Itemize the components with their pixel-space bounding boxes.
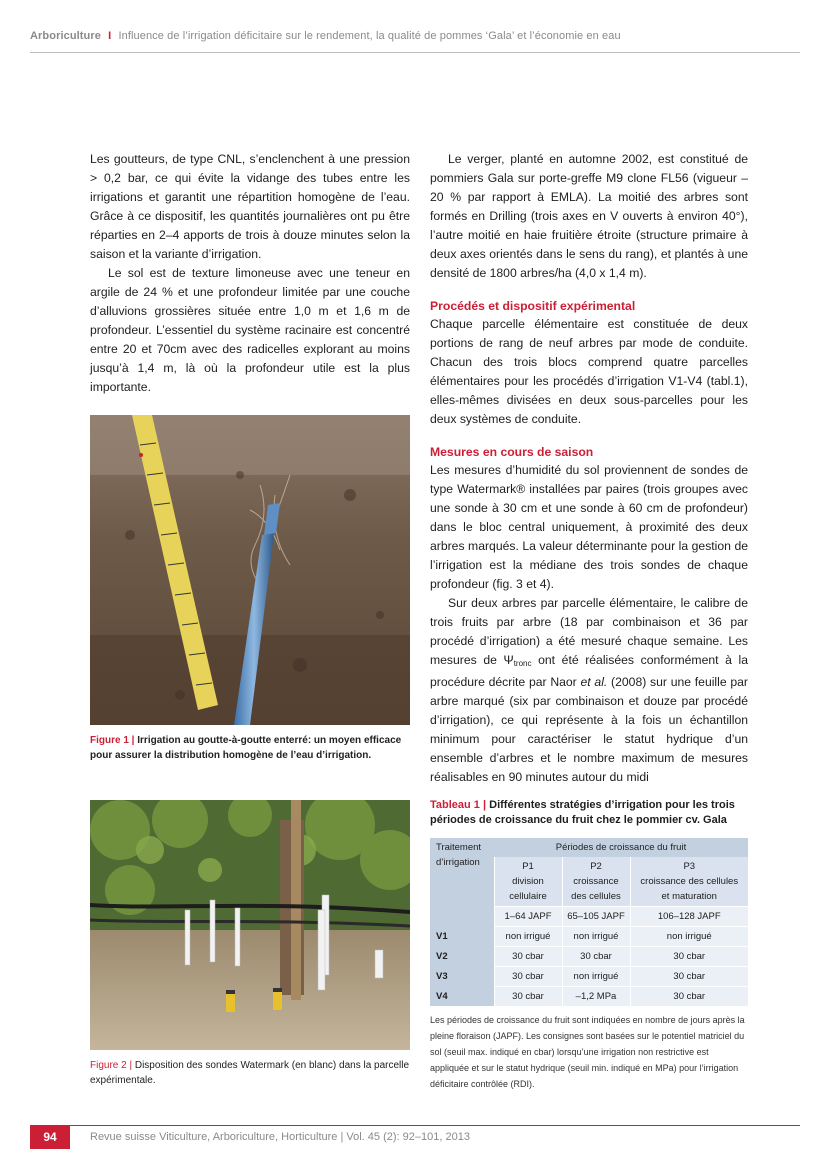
table-cell: 30 cbar — [630, 947, 748, 967]
figure-1-text: Irrigation au goutte-à-goutte enterré: un moyen efficace pour assurer la distribution homogène de l’eau d’irrigation. — [90, 735, 402, 761]
running-header — [30, 30, 800, 42]
table-cell: 30 cbar — [630, 987, 748, 1007]
table-row — [430, 947, 748, 967]
table-cell: 30 cbar — [562, 947, 630, 967]
treatment-header: Traitement d’irrigation — [430, 838, 494, 927]
period-p2-range: 65–105 JAPF — [562, 907, 630, 927]
footer-rule — [30, 1125, 800, 1126]
period-p1-header: P1 division cellulaire — [494, 857, 562, 907]
table-1-title: Tableau 1 | Différentes stratégies d’irrigation pour les trois périodes de croissance du fruit chez le pommier cv. Gala — [430, 799, 735, 826]
paragraph-drippers: Les goutteurs, de type CNL, s’enclenchent à une pression > 0,2 bar, ce qui évite la vidange des tubes entre les irrigations et garantit une répartition homogène de l’eau. Grâce à ce dispositif, les quantités journalières ont pu être réparties en 2–4 apports de trois à douze minutes selon la saison et la variante d’irrigation. — [90, 152, 410, 261]
figure-2-label: Figure 2 — [90, 1060, 127, 1071]
left-text-column — [90, 150, 410, 397]
section-name: Arboriculture — [30, 30, 101, 42]
table-cell: non irrigué — [630, 927, 748, 947]
figure-2-photo — [90, 800, 410, 1050]
table-cell: –1,2 MPa — [562, 987, 630, 1007]
table-row — [430, 967, 748, 987]
period-p2-header: P2 croissance des cellules — [562, 857, 630, 907]
irrigation-strategy-table — [430, 838, 748, 1006]
table-cell: non irrigué — [562, 967, 630, 987]
table-cell: non irrigué — [562, 927, 630, 947]
table-cell: 30 cbar — [494, 987, 562, 1007]
paragraph-procedures: Chaque parcelle élémentaire est constituée de deux portions de rang de neuf arbres par mode de conduite. Chacun des trois blocs comprend quatre parcelles élémentaires pour les procédés d’irrigation V1-V4 (tabl.1), elles-mêmes divisées en deux sous-parcelles pour les deux systèmes de conduite. — [430, 317, 748, 426]
figure-1-caption: Figure 1 | Irrigation au goutte-à-goutte enterré: un moyen efficace pour assurer la distribution homogène de l’eau d’irrigation. — [90, 735, 402, 761]
table-cell: 30 cbar — [630, 967, 748, 987]
table-1-label: Tableau 1 — [430, 799, 480, 811]
paragraph-soil: Le sol est de texture limoneuse avec une teneur en argile de 24 % et une profondeur limitée par une couche d’alluvions grossières située entre 1,0 m et 1,6 m de profondeur. L’essentiel du système racinaire est concentré entre 20 et 70cm avec des radicelles explorant au moins jusqu’à 1,4 m, là où la profondeur utile est la plus importante. — [90, 266, 410, 394]
figure-2-text: Disposition des sondes Watermark (en blanc) dans la parcelle expérimentale. — [90, 1060, 410, 1086]
period-p3-range: 106–128 JAPF — [630, 907, 748, 927]
journal-citation: Revue suisse Viticulture, Arboriculture, Horticulture | Vol. 45 (2): 92–101, 2013 — [90, 1131, 470, 1143]
table-cell: 30 cbar — [494, 967, 562, 987]
period-p1-range: 1–64 JAPF — [494, 907, 562, 927]
figure-1-photo — [90, 415, 410, 725]
table-cell: non irrigué — [494, 927, 562, 947]
heading-procedures: Procédés et dispositif expérimental — [430, 299, 636, 313]
row-label: V3 — [430, 967, 494, 987]
figure-2-caption: Figure 2 | Disposition des sondes Watermark (en blanc) dans la parcelle expérimentale. — [90, 1060, 410, 1086]
period-p3-header: P3 croissance des cellules et maturation — [630, 857, 748, 907]
table-row — [430, 987, 748, 1007]
row-label: V2 — [430, 947, 494, 967]
table-cell: 30 cbar — [494, 947, 562, 967]
right-text-column — [430, 150, 748, 787]
article-title: Influence de l’irrigation déficitaire sur le rendement, la qualité de pommes ‘Gala’ et l’économie en eau — [118, 30, 621, 42]
header-rule — [30, 52, 800, 53]
row-label: V4 — [430, 987, 494, 1007]
paragraph-soil-moisture: Les mesures d’humidité du sol proviennent de sondes de type Watermark® installées par paires (trois groupes avec une sonde à 30 cm et une sonde à 60 cm de profondeur) dans le bloc central uniquement, à proximité des deux arbres marqués. La valeur déterminante pour la gestion de l’irrigation est la médiane des trois sondes de chaque profondeur (fig. 3 et 4). — [430, 463, 748, 591]
table-note: Les périodes de croissance du fruit sont indiquées en nombre de jours après la pleine floraison (JAPF). Les consignes sont basées sur le potentiel matriciel du sol (seuil max. indiqué en cbar) lorsqu’une irrigation non restrictive est appliquée et sur le statut hydrique (seuil min. indiqué en MPa) pour l’irrigation déficitaire contrôlée (RDI). — [430, 1015, 745, 1089]
table-row — [430, 927, 748, 947]
page-number: 94 — [30, 1125, 70, 1149]
row-label: V1 — [430, 927, 494, 947]
header-separator: I — [108, 30, 112, 42]
heading-measurements: Mesures en cours de saison — [430, 445, 594, 459]
paragraph-fruit-measurements: Sur deux arbres par parcelle élémentaire, le calibre de trois fruits par arbre (18 par combinaison et 36 par procédé d’irrigation) a été mesuré chaque semaine. Les mesures de $\Psi_{tronc}$ ont été réalisées conformément à la procédure décrite par Naor et al. (2008) sur une feuille par arbre marqué (six par combinaison et douze par procédé d’irrigation), ce qui représente à la fois un échantillon minimum pour caractériser le statut hydrique d’un ensemble d’arbres et le nombre maximum de mesures réalisables en 90 minutes autour du midi — [430, 596, 748, 784]
periods-header: Périodes de croissance du fruit — [494, 838, 748, 857]
table-header-row-1 — [430, 838, 748, 857]
paragraph-orchard: Le verger, planté en automne 2002, est constitué de pommiers Gala sur porte-greffe M9 clone FL56 (vigueur –20 % par rapport à EMLA). La moitié des arbres sont formés en Drilling (trois axes en V ouverts à environ 40°), l’autre moitié en haie fruitière étroite (structure primaire à deux axes orientés dans le sens du rang), et plantés à une densité de 1800 arbres/ha (4,0 x 1,4 m). — [430, 152, 748, 280]
figure-1-label: Figure 1 — [90, 735, 129, 746]
